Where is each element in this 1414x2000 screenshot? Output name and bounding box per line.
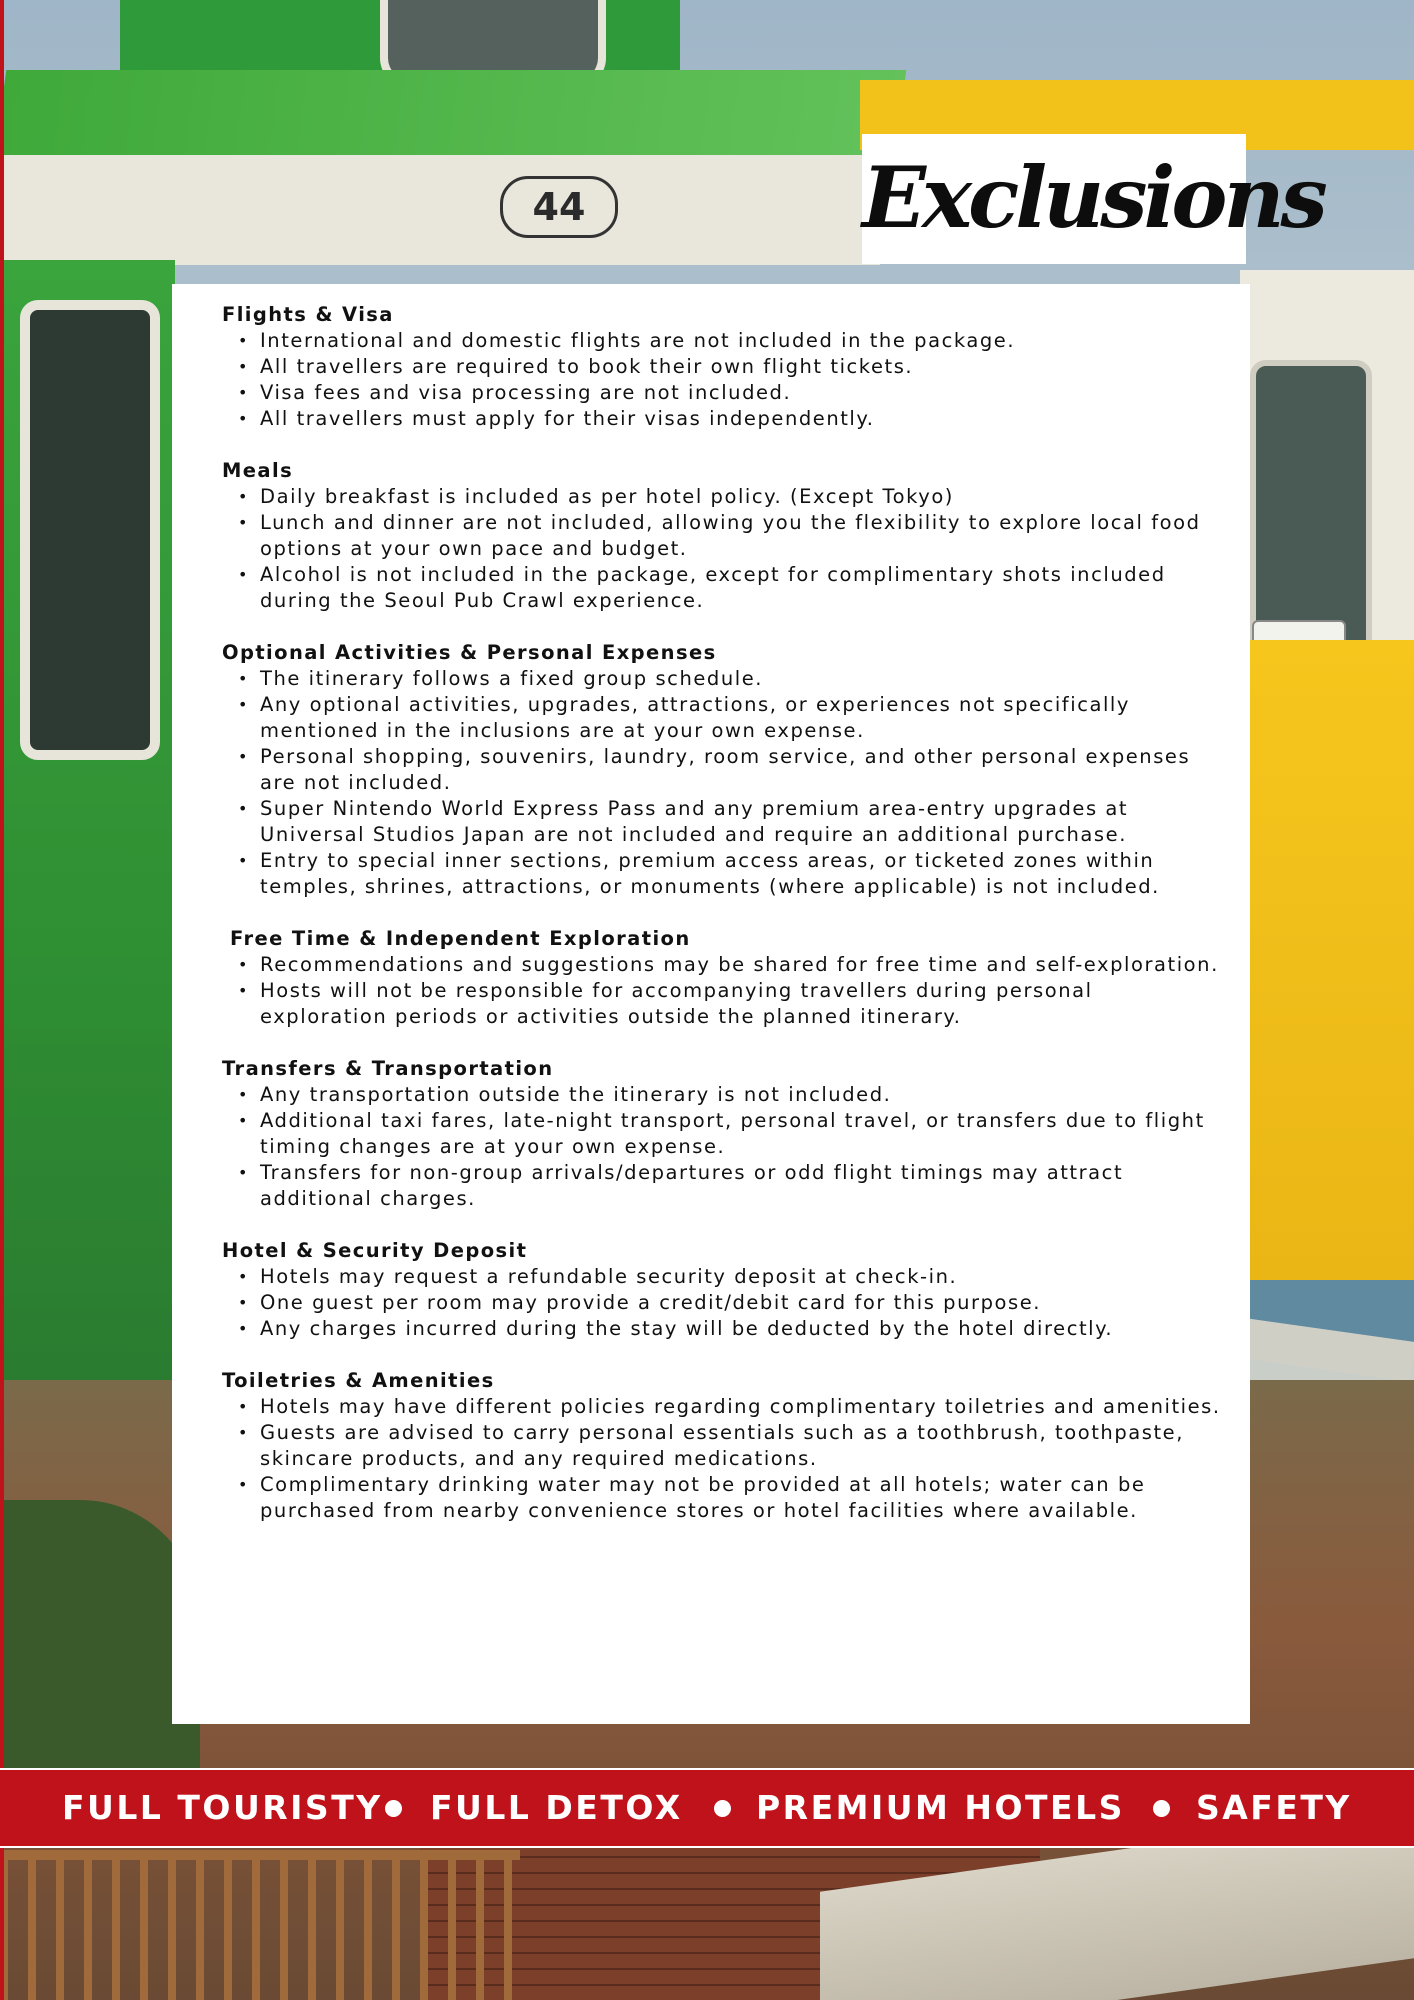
list-item: • Personal shopping, souvenirs, laundry, room service, and other personal expenses are not included.: [260, 744, 1222, 796]
features-banner: [0, 1768, 1414, 1848]
bullet-list: [222, 1394, 1222, 1524]
list-item: • Any transportation outside the itinerary is not included.: [260, 1082, 1222, 1108]
wooden-fence: [0, 1850, 520, 2000]
list-item: • Daily breakfast is included as per hotel policy. (Except Tokyo): [260, 484, 1222, 510]
green-tram-roof: [0, 70, 906, 160]
section: [222, 458, 1222, 614]
green-tram-window: [20, 300, 160, 760]
bullet-list: [222, 328, 1222, 432]
banner-bullet: [1153, 1800, 1170, 1817]
list-item: • Guests are advised to carry personal essentials such as a toothbrush, toothpaste, skincare products, and any required medications.: [260, 1420, 1222, 1472]
list-item: • All travellers must apply for their visas independently.: [260, 406, 1222, 432]
foliage: [0, 1500, 200, 1800]
list-item: • All travellers are required to book their own flight tickets.: [260, 354, 1222, 380]
exclusions-list: [222, 302, 1222, 1550]
list-item: • Entry to special inner sections, premium access areas, or ticketed zones within temples, shrines, attractions, or monuments (where applicable) is not included.: [260, 848, 1222, 900]
banner-item-premium-hotels: PREMIUM HOTELS: [756, 1788, 1125, 1827]
list-item: • Lunch and dinner are not included, allowing you the flexibility to explore local food options at your own pace and budget.: [260, 510, 1222, 562]
yellow-tram-body: [1240, 640, 1414, 1320]
section: [222, 640, 1222, 900]
section: [222, 1368, 1222, 1524]
list-item: • Any charges incurred during the stay will be deducted by the hotel directly.: [260, 1316, 1222, 1342]
bullet-list: [222, 666, 1222, 900]
title-box: [862, 134, 1324, 264]
green-tram-cream-band: [0, 155, 880, 265]
section-heading: Optional Activities & Personal Expenses: [222, 641, 717, 664]
bullet-list: [222, 1082, 1222, 1212]
section: [222, 302, 1222, 432]
banner-item-safety: SAFETY: [1196, 1788, 1352, 1827]
list-item: • Recommendations and suggestions may be shared for free time and self-exploration.: [260, 952, 1222, 978]
bullet-list: [222, 484, 1222, 614]
list-item: • Hosts will not be responsible for accompanying travellers during personal exploration periods or activities outside the planned itinerary.: [260, 978, 1222, 1030]
section-heading: Hotel & Security Deposit: [222, 1239, 528, 1262]
list-item: • Hotels may have different policies regarding complimentary toiletries and amenities.: [260, 1394, 1222, 1420]
list-item: • Additional taxi fares, late-night transport, personal travel, or transfers due to flight timing changes are at your own expense.: [260, 1108, 1222, 1160]
list-item: • The itinerary follows a fixed group schedule.: [260, 666, 1222, 692]
list-item: • Any optional activities, upgrades, attractions, or experiences not specifically mentioned in the inclusions are at your own expense.: [260, 692, 1222, 744]
red-edge-strip: [0, 0, 4, 2000]
page-title: Exclusions: [862, 148, 1324, 247]
section-heading: Flights & Visa: [222, 303, 394, 326]
section-heading: Toiletries & Amenities: [222, 1369, 495, 1392]
section-heading: Free Time & Independent Exploration: [230, 927, 691, 950]
list-item: • Transfers for non-group arrivals/departures or odd flight timings may attract additional charges.: [260, 1160, 1222, 1212]
list-item: • Complimentary drinking water may not be provided at all hotels; water can be purchased from nearby convenience stores or hotel facilities where available.: [260, 1472, 1222, 1524]
section-heading: Transfers & Transportation: [222, 1057, 554, 1080]
list-item: • International and domestic flights are not included in the package.: [260, 328, 1222, 354]
bullet-list: [222, 952, 1222, 1030]
banner-item-full-detox: FULL DETOX: [430, 1788, 683, 1827]
list-item: • One guest per room may provide a credit/debit card for this purpose.: [260, 1290, 1222, 1316]
section-heading: Meals: [222, 459, 294, 482]
list-item: • Visa fees and visa processing are not included.: [260, 380, 1222, 406]
section: [222, 926, 1222, 1030]
list-item: • Alcohol is not included in the package, except for complimentary shots included during the Seoul Pub Crawl experience.: [260, 562, 1222, 614]
section: [222, 1238, 1222, 1342]
list-item: • Hotels may request a refundable security deposit at check-in.: [260, 1264, 1222, 1290]
banner-bullet: [385, 1800, 402, 1817]
exclusions-card: [172, 284, 1250, 1724]
list-item: • Super Nintendo World Express Pass and any premium area-entry upgrades at Universal Studios Japan are not included and require an additional purchase.: [260, 796, 1222, 848]
banner-item-full-touristy: FULL TOURISTY: [62, 1788, 383, 1827]
bullet-list: [222, 1264, 1222, 1342]
section: [222, 1056, 1222, 1212]
tram-number-plate: 44: [500, 176, 618, 238]
banner-bullet: [714, 1800, 731, 1817]
